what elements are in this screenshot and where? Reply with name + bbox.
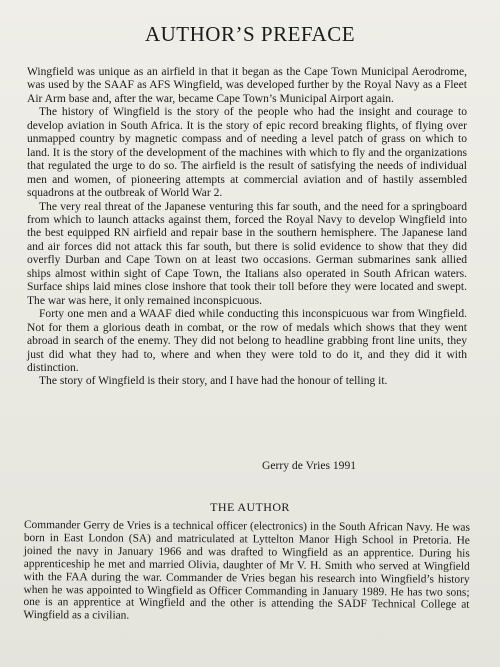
preface-signature: Gerry de Vries 1991 <box>262 459 357 472</box>
preface-paragraph: The very real threat of the Japanese venturing this far south, and the need for a springboard from which to launch attacks against them, forced the Royal Navy to develop Wingfield into the best equipped RN airfield and repair base in the southern hemisphere. The Japanese land and air forces did not attack this far south, but there is solid evidence to show that they did overfly Durban and Cape Town on at least two occasions. German submarines sank allied ships almost within sight of Cape Town, the Italians also operated in South African waters. Surface ships laid mines close inshore that took their toll before they were located and swept. The war was here, it only remained inconspicuous. <box>27 200 467 307</box>
author-heading: THE AUTHOR <box>210 500 290 514</box>
preface-body <box>27 66 467 389</box>
preface-paragraph: Wingfield was unique as an airfield in that it began as the Cape Town Municipal Aerodrome, was used by the SAAF as AFS Wingfield, was developed further by the Royal Navy as a Fleet Air Arm base and, after the war, became Cape Town’s Municipal Airport again. <box>27 66 467 105</box>
preface-title: AUTHOR’S PREFACE <box>144 22 356 46</box>
preface-paragraph: The story of Wingfield is their story, and I have had the honour of telling it. <box>39 375 388 388</box>
preface-paragraph: Forty one men and a WAAF died while conducting this inconspicuous war from Wingfield. Not for them a glorious death in combat, or the row of medals which shows that they went abroad in search of the enemy. They did not belong to headline grabbing front line units, they just did what they had to, where and when they were told to do it, and they did it with distinction. <box>27 308 467 374</box>
preface-paragraph: The history of Wingfield is the story of the people who had the insight and courage to develop aviation in South Africa. It is the story of epic record breaking flights, of flying over unmapped country by magnetic compass and of needing a level patch of grass on which to land. It is the story of the development of the machines with which to fly and the organizations that regulated the urge to do so. The airfield is the result of satisfying the needs of individual men and women, of pioneering attempts at commercial aviation and of hastily assembled squadrons at the outbreak of World War 2. <box>27 106 467 200</box>
author-biography: Commander Gerry de Vries is a technical officer (electronics) in the South African Navy. He was born in East London (SA) and matriculated at Lyttelton Manor High School in Pretoria. He joined the navy in January 1966 and was drafted to Wingfield as an apprentice. During his apprenticeship he met and married Olivia, daughter of Mr V. H. Smith who served at Wingfield with the FAA during the war. Commander de Vries began his research into Wingfield’s history when he was appointed to Wingfield as Officer Commanding in January 1989. He has two sons; one is an apprentice at Wingfield and the other is attending the SADF Technical College at Wingfield as a civilian. <box>23 519 470 622</box>
